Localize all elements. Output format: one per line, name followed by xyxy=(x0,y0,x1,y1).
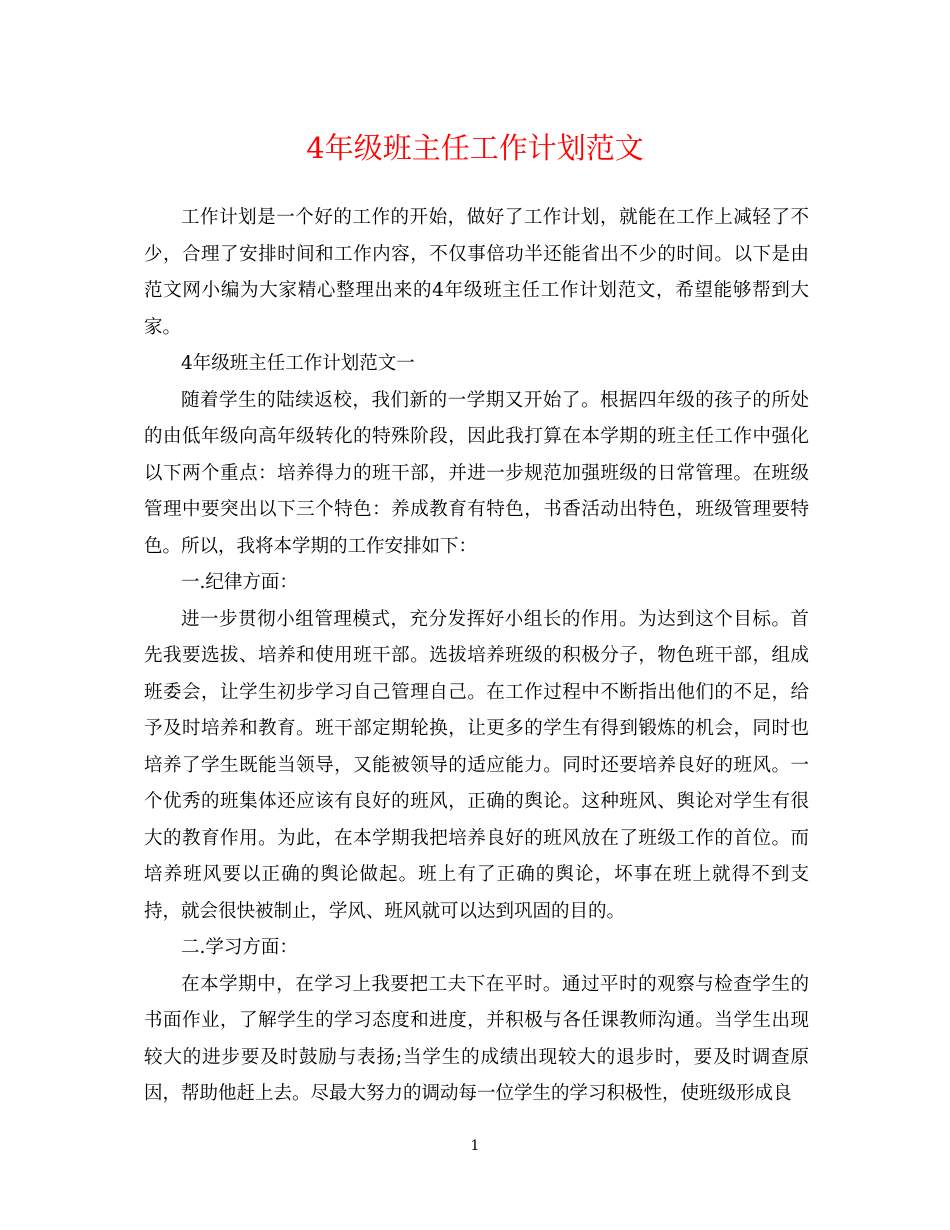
document-body xyxy=(144,200,809,1113)
plan-overview-paragraph: 随着学生的陆续返校，我们新的一学期又开始了。根据四年级的孩子的所处的由低年级向高年级转化的特殊阶段，因此我打算在本学期的班主任工作中强化以下两个重点：培养得力的班干部，并进一步规范加强班级的日常管理。在班级管理中要突出以下三个特色：养成教育有特色，书香活动出特色，班级管理要特色。所以，我将本学期的工作安排如下： xyxy=(144,389,809,557)
section-heading-plan-one: 4年级班主任工作计划范文一 xyxy=(181,353,415,374)
document-title: 4年级班主任工作计划范文 xyxy=(306,131,644,165)
intro-paragraph: 工作计划是一个好的工作的开始，做好了工作计划，就能在工作上减轻了不少，合理了安排时间和工作内容，不仅事倍功半还能省出不少的时间。以下是由范文网小编为大家精心整理出来的4年级班主任工作计划范文，希望能够帮到大家。 xyxy=(144,207,809,338)
page-number: 1 xyxy=(470,1138,480,1154)
section-heading-discipline: 一.纪律方面： xyxy=(181,572,298,593)
study-paragraph: 在本学期中，在学习上我要把工夫下在平时。通过平时的观察与检查学生的书面作业，了解学生的学习态度和进度，并积极与各任课教师沟通。当学生出现较大的进步要及时鼓励与表扬;当学生的成绩出现较大的退步时，要及时调查原因，帮助他赶上去。尽最大努力的调动每一位学生的学习积极性，使班级形成良 xyxy=(144,973,809,1104)
section-heading-study: 二.学习方面： xyxy=(181,937,298,958)
discipline-paragraph: 进一步贯彻小组管理模式，充分发挥好小组长的作用。为达到这个目标。首先我要选拔、培养和使用班干部。选拔培养班级的积极分子，物色班干部，组成班委会，让学生初步学习自己管理自己。在工作过程中不断指出他们的不足，给予及时培养和教育。班干部定期轮换，让更多的学生有得到锻炼的机会，同时也培养了学生既能当领导，又能被领导的适应能力。同时还要培养良好的班风。一个优秀的班集体还应该有良好的班风，正确的舆论。这种班风、舆论对学生有很大的教育作用。为此，在本学期我把培养良好的班风放在了班级工作的首位。而培养班风要以正确的舆论做起。班上有了正确的舆论，坏事在班上就得不到支持，就会很快被制止，学风、班风就可以达到巩固的目的。 xyxy=(144,608,809,922)
